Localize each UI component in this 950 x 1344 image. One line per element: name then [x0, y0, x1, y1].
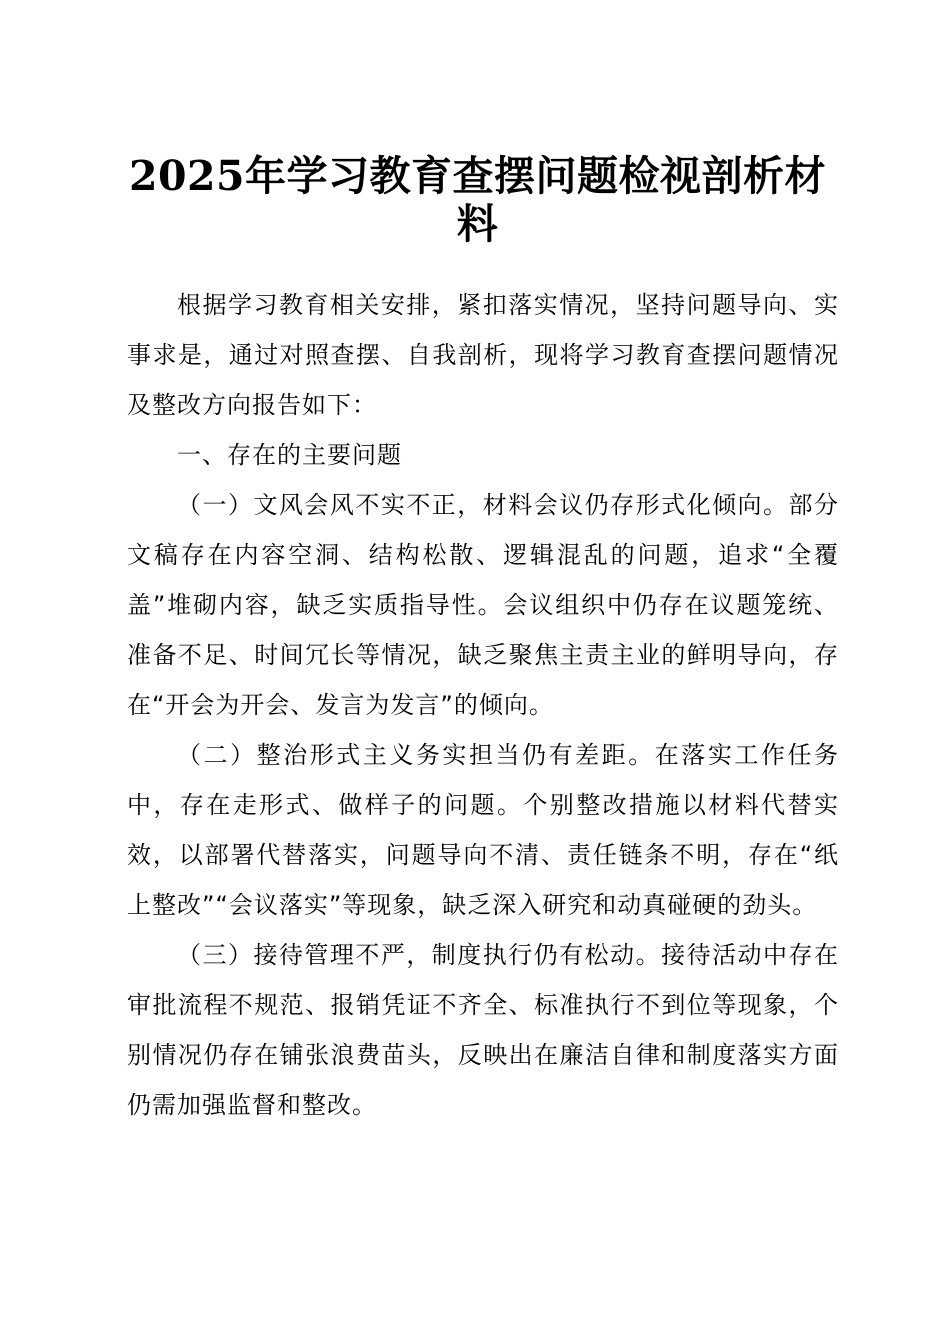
- document-title: 2025年学习教育查摆问题检视剖析材料: [128, 152, 827, 248]
- document-body: [127, 280, 839, 1130]
- issue-paragraph-1: （一）文风会风不实不正，材料会议仍存形式化倾向。部分文稿存在内容空洞、结构松散、逻辑混乱的问题，追求“全覆盖”堆砌内容，缺乏实质指导性。会议组织中仍存在议题笼统、准备不足、时间冗长等情况，缺乏聚焦主责主业的鲜明导向，存在“开会为开会、发言为发言”的倾向。: [127, 491, 839, 719]
- issue-paragraph-2: （二）整治形式主义务实担当仍有差距。在落实工作任务中，存在走形式、做样子的问题。个别整改措施以材料代替实效，以部署代替落实，问题导向不清、责任链条不明，存在“纸上整改”“会议落实”等现象，缺乏深入研究和动真碰硬的劲头。: [127, 741, 839, 919]
- section-heading: 一、存在的主要问题: [177, 441, 402, 469]
- issue-paragraph-3: （三）接待管理不严，制度执行仍有松动。接待活动中存在审批流程不规范、报销凭证不齐全、标准执行不到位等现象，个别情况仍存在铺张浪费苗头，反映出在廉洁自律和制度落实方面仍需加强监督和整改。: [127, 941, 839, 1119]
- intro-paragraph: 根据学习教育相关安排，紧扣落实情况，坚持问题导向、实事求是，通过对照查摆、自我剖析，现将学习教育查摆问题情况及整改方向报告如下：: [127, 291, 839, 419]
